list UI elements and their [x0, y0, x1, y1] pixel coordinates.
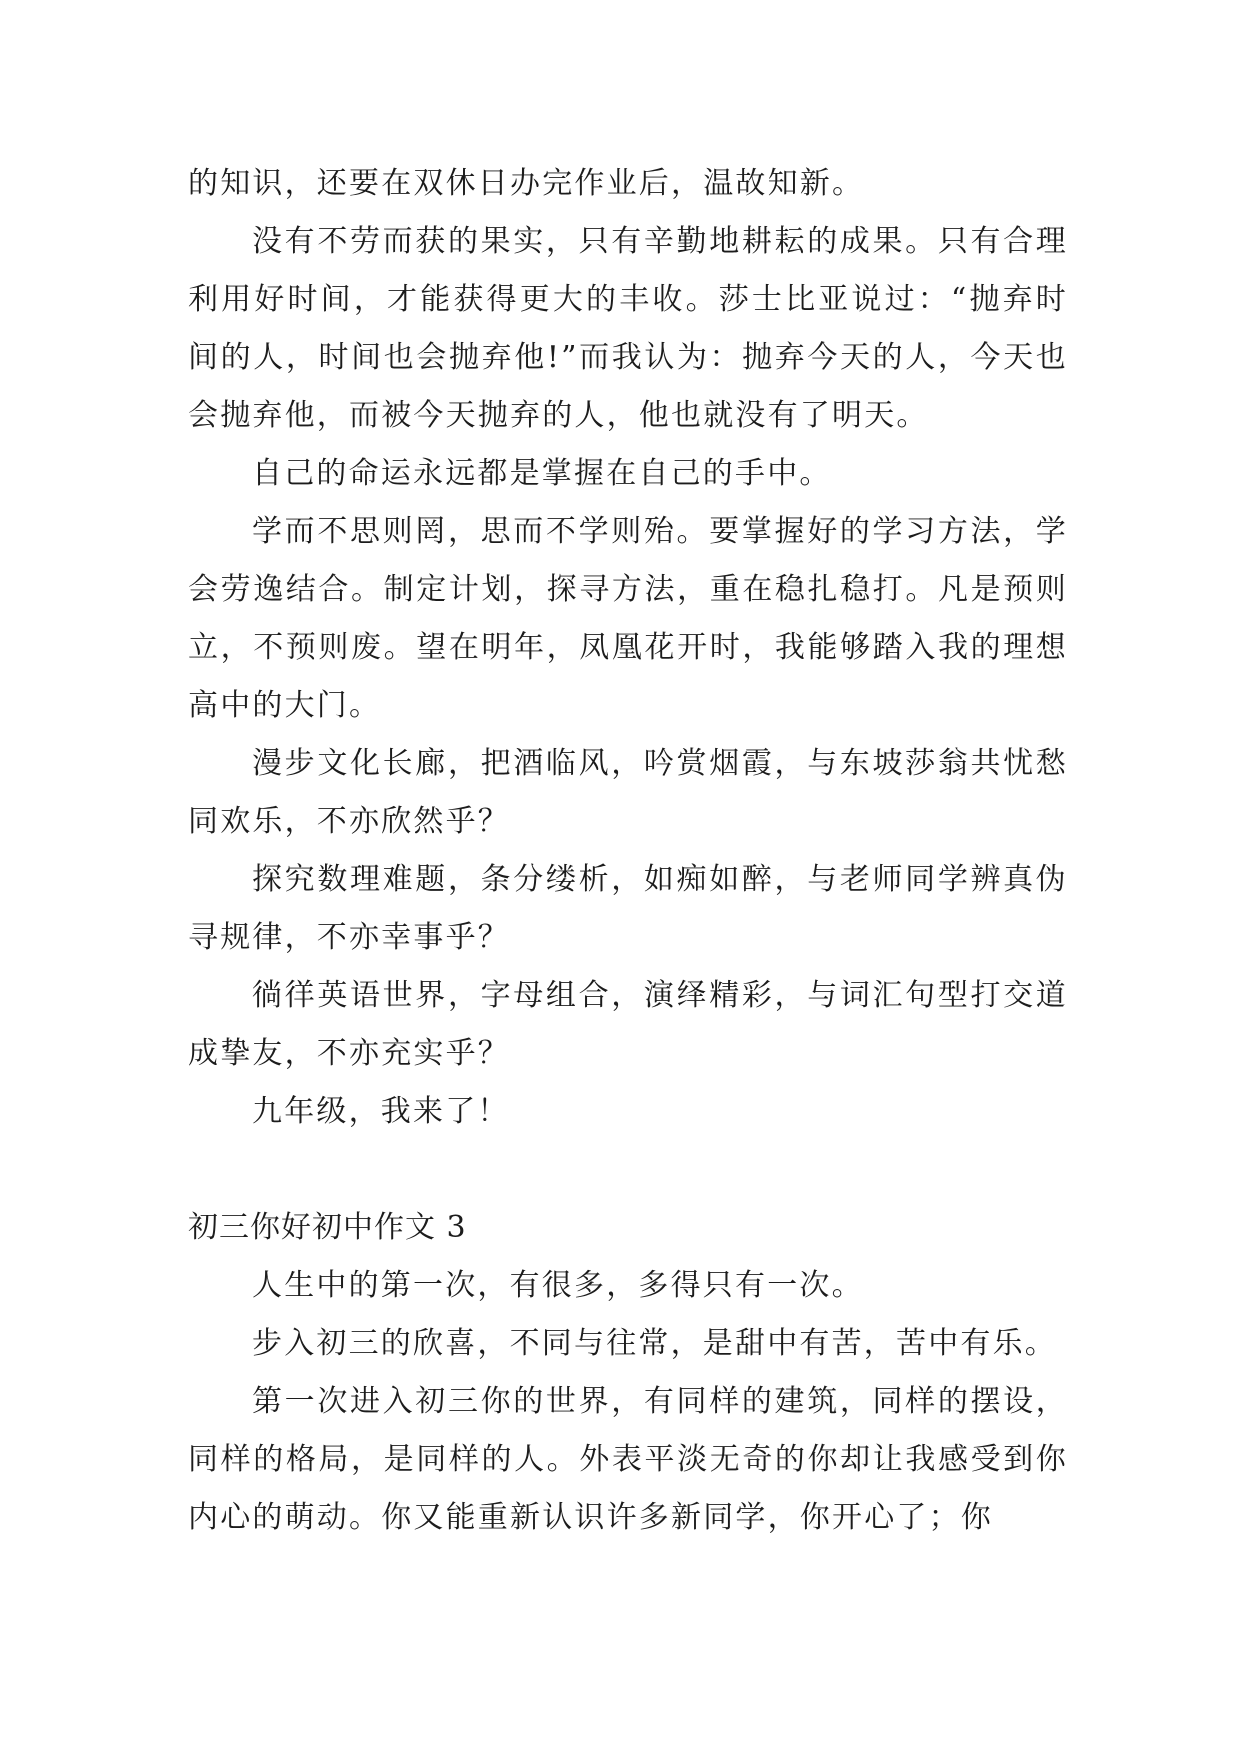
essay-3-section [188, 1257, 1068, 1547]
section-spacer [188, 1141, 1068, 1199]
paragraph: 九年级，我来了！ [252, 1094, 510, 1129]
paragraph: 第一次进入初三你的世界，有同样的建筑，同样的摆设，同样的格局，是同样的人。外表平淡无奇的你却让我感受到你内心的萌动。你又能重新认识许多新同学，你开心了；你 [188, 1384, 1068, 1535]
paragraph: 步入初三的欣喜，不同与往常，是甜中有苦，苦中有乐。 [252, 1326, 1057, 1361]
paragraph: 的知识，还要在双休日办完作业后，温故知新。 [188, 166, 865, 201]
paragraph: 没有不劳而获的果实，只有辛勤地耕耘的成果。只有合理利用好时间，才能获得更大的丰收。莎士比亚说过：“抛弃时间的人，时间也会抛弃他!”而我认为：抛弃今天的人，今天也会抛弃他，而被今天抛弃的人，他也就没有了明天。 [188, 224, 1068, 433]
paragraph: 人生中的第一次，有很多，多得只有一次。 [252, 1268, 864, 1303]
paragraph: 探究数理难题，条分缕析，如痴如醉，与老师同学辨真伪寻规律，不亦幸事乎？ [188, 862, 1068, 955]
section-title: 初三你好初中作文 3 [188, 1210, 467, 1245]
essay-2-section [188, 155, 1068, 1141]
paragraph: 漫步文化长廊，把酒临风，吟赏烟霞，与东坡莎翁共忧愁同欢乐，不亦欣然乎？ [188, 746, 1068, 839]
paragraph: 徜徉英语世界，字母组合，演绎精彩，与词汇句型打交道成挚友，不亦充实乎？ [188, 978, 1068, 1071]
paragraph: 自己的命运永远都是掌握在自己的手中。 [252, 456, 832, 491]
document-body [188, 155, 1068, 1547]
paragraph: 学而不思则罔，思而不学则殆。要掌握好的学习方法，学会劳逸结合。制定计划，探寻方法，重在稳扎稳打。凡是预则立，不预则废。望在明年，凤凰花开时，我能够踏入我的理想高中的大门。 [188, 514, 1068, 723]
